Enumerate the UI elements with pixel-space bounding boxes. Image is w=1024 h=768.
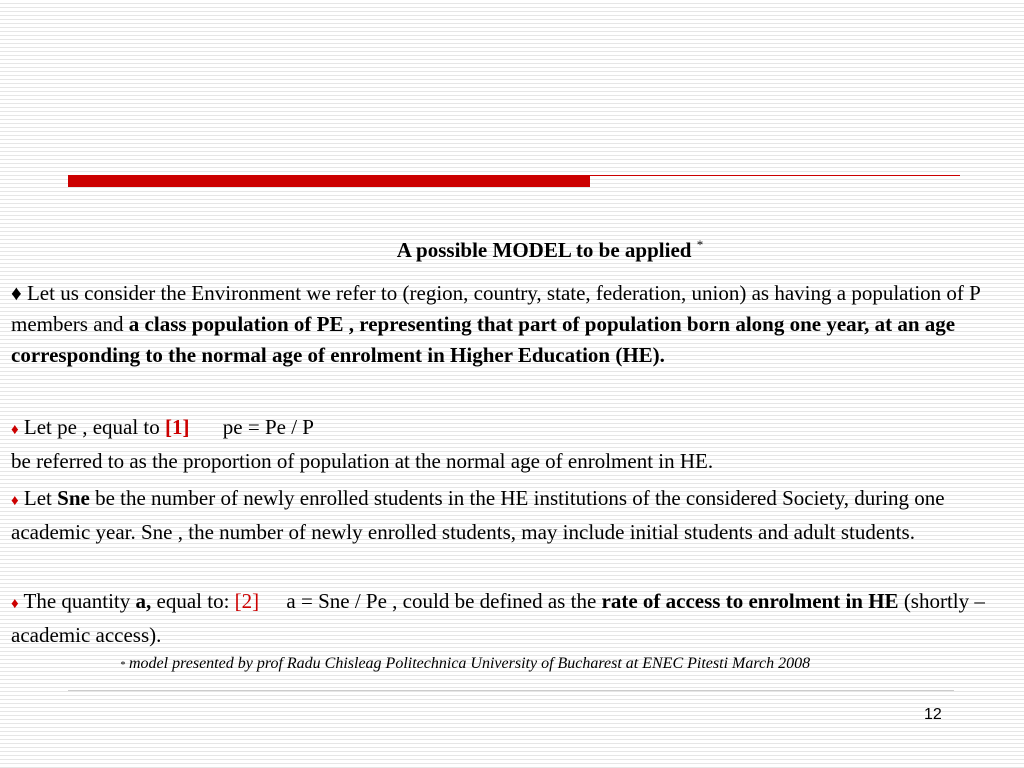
title-footnote-mark: *	[696, 237, 704, 252]
paragraph-2-definition: be referred to as the proportion of population at the normal age of enrolment in HE.	[11, 449, 714, 473]
formula-pe: pe = Pe / P	[222, 415, 314, 439]
diamond-bullet-icon: ♦	[11, 596, 19, 612]
formula-a: a = Sne / Pe , could be defined as the	[286, 589, 597, 613]
term-sne: Sne	[57, 486, 90, 510]
paragraph-2-text: Let pe , equal to	[23, 415, 160, 439]
paragraph-access-rate	[11, 586, 1016, 651]
slide-title	[0, 237, 1024, 263]
diamond-bullet-icon: ♦	[11, 422, 19, 438]
paragraph-1-bold: a class population of PE , representing that part of population born along one year, at an age corresponding to the normal age of enrolment in Higher Education (HE).	[11, 312, 956, 367]
paragraph-3-text: Let	[23, 486, 52, 510]
paragraph-environment	[11, 278, 1016, 371]
title-accent-bar	[68, 175, 590, 187]
paragraph-sne	[11, 483, 1016, 548]
footnote-mark: *	[120, 660, 125, 671]
paragraph-4-equal: equal to:	[156, 589, 230, 613]
paragraph-pe	[11, 412, 1016, 477]
reference-2: [2]	[234, 589, 260, 613]
slide-title-text: A possible MODEL to be applied	[396, 238, 692, 262]
footnote-text: model presented by prof Radu Chisleag Politechnica University of Bucharest at ENEC Pitesti March 2008	[129, 655, 811, 672]
term-a: a,	[135, 589, 152, 613]
paragraph-3-definition: be the number of newly enrolled students in the HE institutions of the considered Society, during one academic year. Sne , the number of newly enrolled students, may include initial students and adult students.	[11, 486, 945, 544]
paragraph-4-text: The quantity	[23, 589, 131, 613]
paragraph-1-text: Let us consider the Environment we refer to (region, country, state, federation, union) as having a population of P members and	[11, 281, 981, 336]
term-rate-of-access: rate of access to enrolment in HE	[601, 589, 899, 613]
footnote	[120, 655, 810, 673]
page-number: 12	[924, 706, 942, 723]
diamond-bullet-icon: ♦	[11, 493, 19, 509]
paragraph-4-tail: (shortly – academic access).	[11, 589, 985, 647]
diamond-bullet-icon: ♦	[11, 281, 22, 305]
reference-1: [1]	[165, 415, 190, 439]
title-accent-line	[590, 175, 960, 176]
footer-divider	[68, 690, 954, 691]
